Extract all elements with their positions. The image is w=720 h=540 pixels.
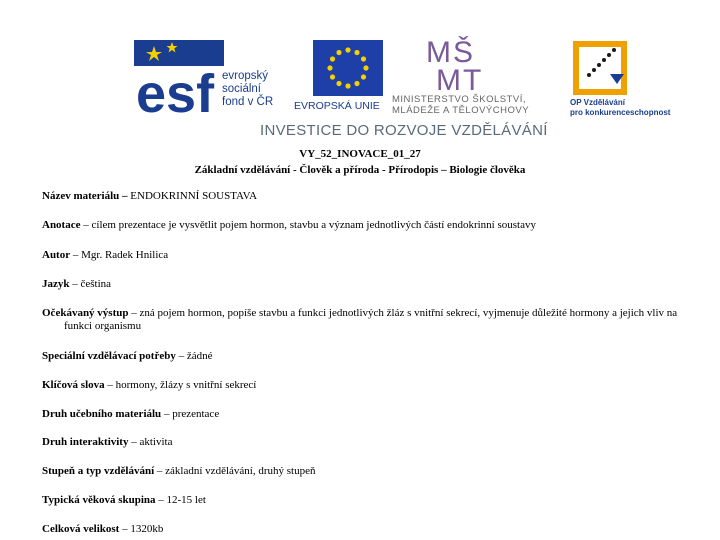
msmt-logo — [426, 36, 514, 92]
svg-text:esf: esf — [136, 64, 215, 116]
field-value: – prezentace — [161, 408, 220, 420]
field-druh-interaktivity — [42, 436, 702, 449]
op-vzdelavani-logo — [570, 38, 630, 98]
field-label: Autor — [42, 249, 71, 261]
field-value: – hormony, žlázy s vnitřní sekrecí — [104, 379, 257, 391]
op-mark-icon — [570, 38, 630, 98]
field-klicova-slova — [42, 379, 702, 392]
field-value: – Mgr. Radek Hnilica — [70, 249, 169, 261]
investice-tagline: INVESTICE DO ROZVOJE VZDĚLÁVÁNÍ — [260, 122, 548, 139]
field-label: Typická věková skupina — [42, 494, 156, 506]
field-druh-materialu — [42, 408, 702, 421]
field-autor — [42, 249, 702, 262]
field-value: – aktivita — [128, 436, 173, 448]
eu-flag-icon — [313, 40, 383, 96]
field-specialni-potreby — [42, 350, 702, 363]
field-nazev — [42, 190, 702, 203]
field-celkova-velikost — [42, 523, 702, 536]
esf-line-2: sociální — [222, 83, 261, 95]
esf-line-1: evropský — [222, 70, 269, 82]
field-label: Očekávaný výstup — [42, 307, 129, 319]
msmt-mark-icon — [426, 36, 514, 92]
esf-line-3: fond v ČR — [222, 96, 274, 108]
field-vekova-skupina — [42, 494, 702, 507]
svg-text:MŠ: MŠ — [426, 36, 475, 69]
field-label: Druh učebního materiálu — [42, 408, 162, 420]
field-value: – 1320kb — [119, 523, 164, 535]
msmt-line-1: MINISTERSTVO ŠKOLSTVÍ, — [392, 94, 526, 105]
field-label: Speciální vzdělávací potřeby — [42, 350, 176, 362]
field-anotace — [42, 219, 702, 232]
field-label: Druh interaktivity — [42, 436, 129, 448]
field-label: Název materiálu – — [42, 190, 131, 202]
op-line-1: OP Vzdělávání — [570, 98, 625, 107]
op-line-2: pro konkurenceschopnost — [570, 107, 671, 117]
field-ocekavany-vystup — [42, 307, 702, 333]
field-label: Klíčová slova — [42, 379, 105, 391]
esf-logo — [134, 40, 284, 116]
field-value: – zná pojem hormon, popíše stavbu a funkci jednotlivých žláz s vnitřní sekrecí, vyjmenuje důležité hormony a jejich vliv na funkci organismu — [64, 307, 678, 332]
esf-mark-icon — [134, 40, 224, 116]
logo-banner — [130, 34, 671, 144]
field-value: – cílem prezentace je vysvětlit pojem hormon, stavbu a význam jednotlivých částí endokrinní soustavy — [80, 219, 536, 231]
field-stupen-typ — [42, 465, 702, 478]
field-value: – základní vzdělávání, druhý stupeň — [154, 465, 316, 477]
msmt-line-2: MLÁDEŽE A TĚLOVÝCHOVY — [392, 105, 530, 116]
field-label: Stupeň a typ vzdělávání — [42, 465, 155, 477]
field-value: ENDOKRINNÍ SOUSTAVA — [130, 190, 258, 202]
field-value: – čeština — [69, 278, 112, 290]
eu-caption: EVROPSKÁ UNIE — [294, 100, 380, 112]
material-subtitle: Základní vzdělávání - Člověk a příroda - Přírodopis – Biologie člověka — [194, 164, 526, 176]
field-label: Jazyk — [42, 278, 70, 290]
field-value: – 12-15 let — [155, 494, 206, 506]
field-value: – žádné — [175, 350, 213, 362]
field-label: Celková velikost — [42, 523, 120, 535]
field-label: Anotace — [42, 219, 81, 231]
material-code: VY_52_INOVACE_01_27 — [299, 148, 421, 160]
field-jazyk — [42, 278, 702, 291]
svg-text:MT: MT — [436, 64, 484, 92]
